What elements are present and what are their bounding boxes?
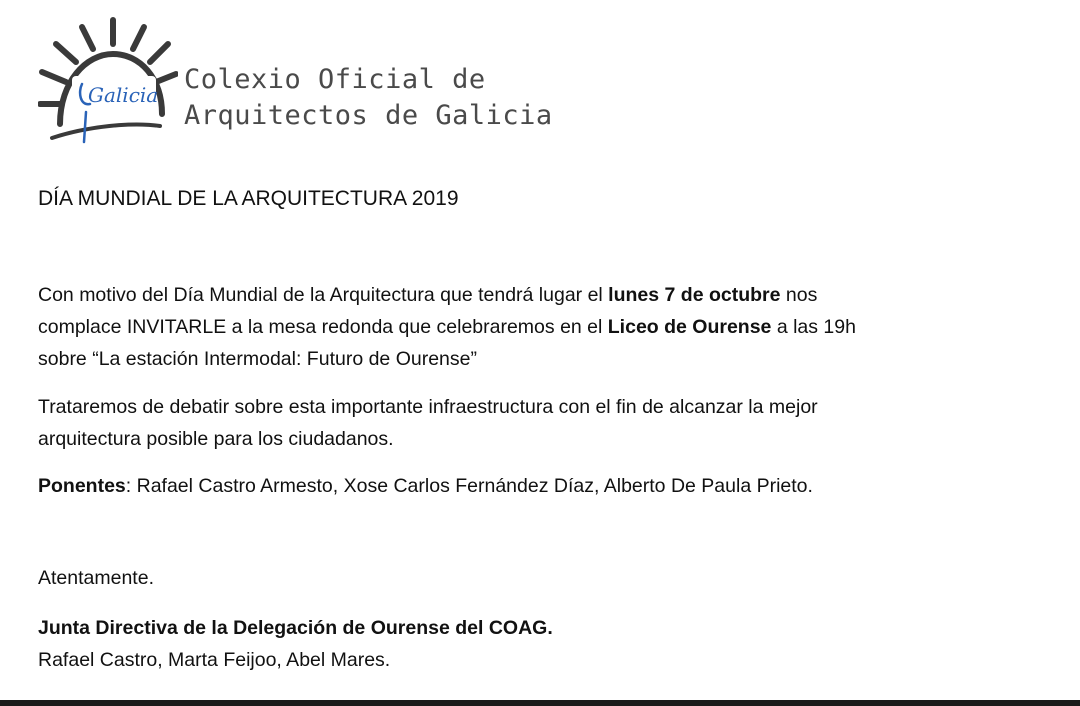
signature-names: Rafael Castro, Marta Feijoo, Abel Mares. [38,649,391,671]
logo-wordmark: Galicia [88,83,159,107]
paragraph-line: arquitectura posible para los ciudadanos. [38,428,394,450]
purpose-paragraph [38,391,818,455]
paragraph-line [38,311,856,343]
text-run: a las 19h [771,316,856,338]
paragraph-line: Trataremos de debatir sobre esta importante infraestructura con el fin de alcanzar la mejor [38,396,818,418]
paragraph-line: sobre “La estación Intermodal: Futuro de Ourense” [38,348,477,370]
signature-org-text: Junta Directiva de la Delegación de Ourense del COAG. [38,617,553,639]
paragraph-line [38,279,856,311]
signature-organization [38,612,553,644]
signature-block [38,612,553,676]
event-date: lunes 7 de octubre [608,284,781,306]
galicia-sun-logo-icon [38,14,178,149]
document-title: DÍA MUNDIAL DE LA ARQUITECTURA 2019 [38,187,459,210]
coag-logo [38,14,553,149]
bottom-border [0,700,1080,706]
speakers-paragraph [38,470,813,502]
closing-salutation: Atentamente. [38,567,154,589]
text-run: nos [780,284,818,306]
text-run: Con motivo del Día Mundial de la Arquitectura que tendrá lugar el [38,284,609,306]
organization-name [184,62,553,134]
event-venue: Liceo de Ourense [607,316,772,338]
org-name-line2: Arquitectos de Galicia [184,100,553,131]
org-name-line1: Colexio Oficial de [184,64,486,95]
speakers-label: Ponentes [38,475,126,497]
paragraph-line [38,470,813,502]
text-run: complace INVITARLE a la mesa redonda que celebraremos en el [38,316,608,338]
invitation-paragraph [38,279,856,375]
speakers-list: : Rafael Castro Armesto, Xose Carlos Fernández Díaz, Alberto De Paula Prieto. [125,475,813,497]
